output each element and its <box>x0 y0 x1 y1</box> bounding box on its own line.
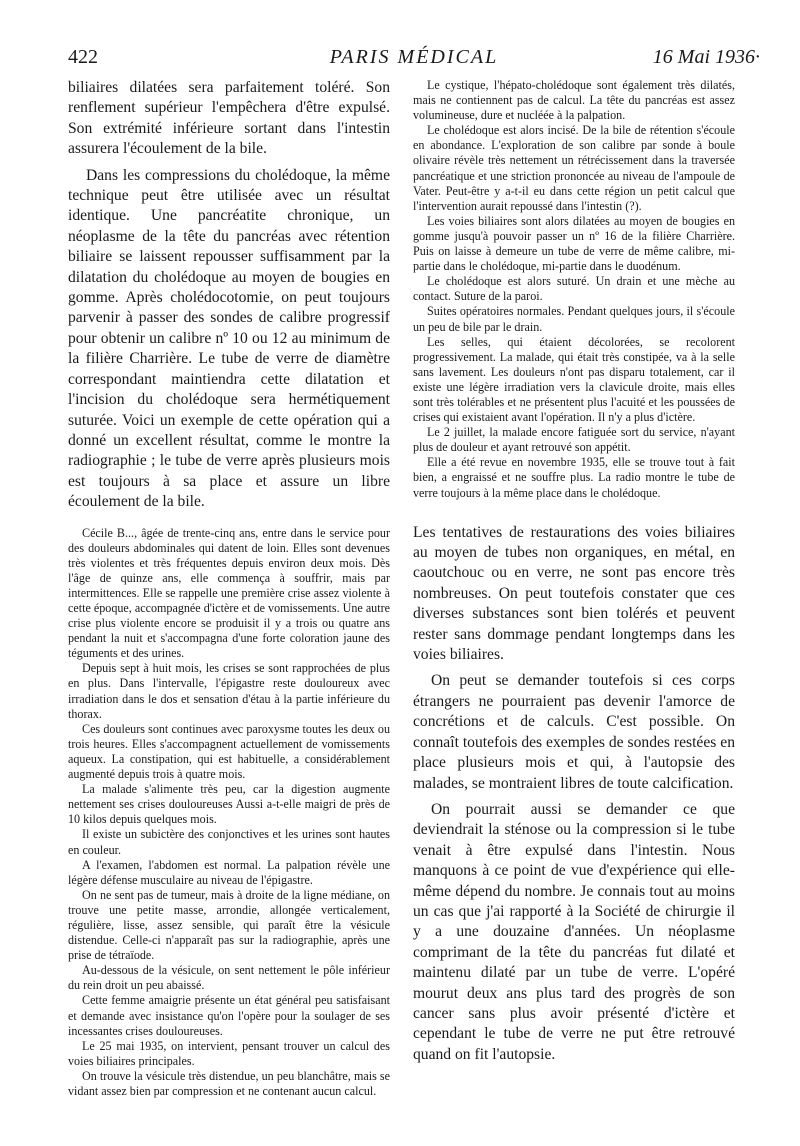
case-paragraph: Depuis sept à huit mois, les crises se sont rapprochées de plus en plus. Dans l'intervalle, l'épigastre reste douloureux avec irradiation dans le dos et sensation d'étau à la partie inférieure du thorax. <box>68 661 390 721</box>
left-case-report <box>68 526 390 1100</box>
right-column <box>413 78 735 1065</box>
issue-date: 16 Mai 1936· <box>652 46 760 68</box>
case-paragraph: Au-dessous de la vésicule, on sent nettement le pôle inférieur du rein droit un peu abaissé. <box>68 963 390 993</box>
case-paragraph: Le 2 juillet, la malade encore fatiguée sort du service, n'ayant plus de douleur et ayant retrouvé son appétit. <box>413 425 735 455</box>
case-paragraph: Le cholédoque est alors suturé. Un drain et une mèche au contact. Suture de la paroi. <box>413 274 735 304</box>
left-body-text <box>68 78 390 513</box>
body-paragraph: On pourrait aussi se demander ce que deviendrait la sténose ou la compression si le tube venait à être expulsé dans l'intestin. Nous manquons à ce point de vue d'expérience qui elle-même dépend du nombre. Je connais tout au moins un cas que j'ai rapporté à la Société de chirurgie il y a une douzaine d'années. Un néoplasme comprimant de la tête du pancréas fut dilaté et maintenu dilaté par un tube de verre. L'opéré mourut deux ans plus tard des progrès de son cancer sans plus avoir présenté d'ictère et cependant le tube de verre ne put être retrouvé quand on fit l'autopsie. <box>413 800 735 1063</box>
page-number: 422 <box>68 46 98 68</box>
case-paragraph: Les voies biliaires sont alors dilatées au moyen de bougies en gomme jusqu'à pouvoir passer un nº 16 de la filière Charrière. Puis on laisse à demeure un tube de verre de même calibre, mi-partie dans le cholédoque, mi-partie dans le duodénum. <box>413 213 735 274</box>
body-paragraph: biliaires dilatées sera parfaitement toléré. Son renflement supérieur l'empêchera d'être expulsé. Son extrémité inférieure sortant dans l'intestin assurera l'écoulement de la bile. <box>68 79 390 158</box>
body-paragraph: Les tentatives de restaurations des voies biliaires au moyen de tubes non organiques, en métal, en caoutchouc ou en verre, ne sont pas encore très nombreuses. On peut toutefois constater que ces diverses substances sont bien tolérés et peuvent rester sans dommage pendant longtemps dans les voies biliaires. <box>413 523 735 664</box>
body-paragraph: Dans les compressions du cholédoque, la même technique peut être utilisée avec un résultat identique. Une pancréatite chronique, un néoplasme de la tête du pancréas avec rétention biliaire se laissent repousser suffisamment par la dilatation du cholédoque au moyen de bougies en gomme. Après cholédocotomie, on peut toujours parvenir à passer des sondes de calibre progressif pour obtenir un calibre nº 10 ou 12 au minimum de la filière Charrière. Le tube de verre de diamètre correspondant maintiendra cette dilatation et l'incision du cholédoque sera hermétiquement suturée. Voici un exemple de cette opération qui a donné un excellent résultat, comme le montre la radiographie ; le tube de verre après plusieurs mois est toujours à sa place et assure un libre écoulement de la bile. <box>68 166 390 511</box>
case-paragraph: Suites opératoires normales. Pendant quelques jours, il s'écoule un peu de bile par le drain. <box>413 304 735 334</box>
right-case-report <box>413 78 735 501</box>
case-paragraph: On ne sent pas de tumeur, mais à droite de la ligne médiane, on trouve une petite masse, arrondie, allongée verticalement, régulière, lisse, assez sensible, qui paraît être la vésicule distendue. Celle-ci n'apparaît pas sur la radiographie, après une prise de tétraïode. <box>68 887 390 963</box>
body-paragraph: On peut se demander toutefois si ces corps étrangers ne pourraient pas devenir l'amorce de concrétions et de calculs. C'est possible. On connaît toutefois des exemples de sondes restées en place plusieurs mois et qui, à l'autopsie des malades, se montraient libres de toute calcification. <box>413 672 735 792</box>
left-column <box>68 78 390 1099</box>
case-paragraph: Cécile B..., âgée de trente-cinq ans, entre dans le service pour des douleurs abdominales qui datent de loin. Elles sont devenues très violentes et très fréquentes depuis environ deux mois. Dès l'âge de quinze ans, elle commença à souffrir, mais par intermittences. Elle se rappelle une première crise assez violente à cette époque, accompagnée d'ictère et de vomissements. Une autre crise plus violente encore se produisit il y a trois ou quatre ans pendant la nuit et s'accompagna d'une forte coloration jaune des téguments et des urines. <box>68 525 390 661</box>
case-paragraph: Le cholédoque est alors incisé. De la bile de rétention s'écoule en abondance. L'exploration de son calibre par sonde à boule olivaire révèle très nettement un rétrécissement dans la traversée pancréatique et une striction prononcée au niveau de l'ampoule de Vater. Peut-être y a-t-il eu dans cette région un petit calcul que l'intervention aurait repoussé dans l'intestin (?). <box>413 123 735 213</box>
case-paragraph: La malade s'alimente très peu, car la digestion augmente nettement ses crises douloureuses Aussi a-t-elle maigri de près de 10 kilos depuis quelques mois. <box>68 782 390 827</box>
page-header <box>68 46 760 74</box>
case-paragraph: Elle a été revue en novembre 1935, elle se trouve tout à fait bien, a engraissé et ne souffre plus. La radio montre le tube de verre toujours à la même place dans le cholédoque. <box>413 455 735 500</box>
case-paragraph: Cette femme amaigrie présente un état général peu satisfaisant et demande avec insistance qu'on l'opère pour la soulager de ses incessantes crises douloureuses. <box>68 993 390 1038</box>
case-paragraph: Ces douleurs sont continues avec paroxysme toutes les deux ou trois heures. Elles s'accompagnent actuellement de vomissements aqueux. La constipation, qui est habituelle, a considérablement augmenté depuis trois à quatre mois. <box>68 721 390 782</box>
case-paragraph: Le 25 mai 1935, on intervient, pensant trouver un calcul des voies biliaires principales. <box>68 1038 390 1068</box>
journal-title: PARIS MÉDICAL <box>329 46 499 68</box>
case-paragraph: Il existe un subictère des conjonctives et les urines sont hautes en couleur. <box>68 827 390 857</box>
case-paragraph: A l'examen, l'abdomen est normal. La palpation révèle une légère défense musculaire au niveau de l'épigastre. <box>68 857 390 887</box>
case-paragraph: On trouve la vésicule très distendue, un peu blanchâtre, mais se vidant assez bien par compression et ne contenant aucun calcul. <box>68 1068 390 1098</box>
case-paragraph: Les selles, qui étaient décolorées, se recolorent progressivement. La malade, qui était très constipée, va à la selle sans lavement. Les douleurs n'ont pas disparu totalement, car il existe une légère irradiation vers la clavicule droite, mais elles sont très tolérables et ne présentent plus l'acuité et les poussées de crises qui existaient avant l'opération. Il n'y a plus d'ictère. <box>413 334 735 425</box>
right-body-text <box>413 523 735 1066</box>
case-paragraph: Le cystique, l'hépato-cholédoque sont également très dilatés, mais ne contiennent pas de calcul. La tête du pancréas est assez volumineuse, dure et nucléée à la palpation. <box>413 78 735 123</box>
